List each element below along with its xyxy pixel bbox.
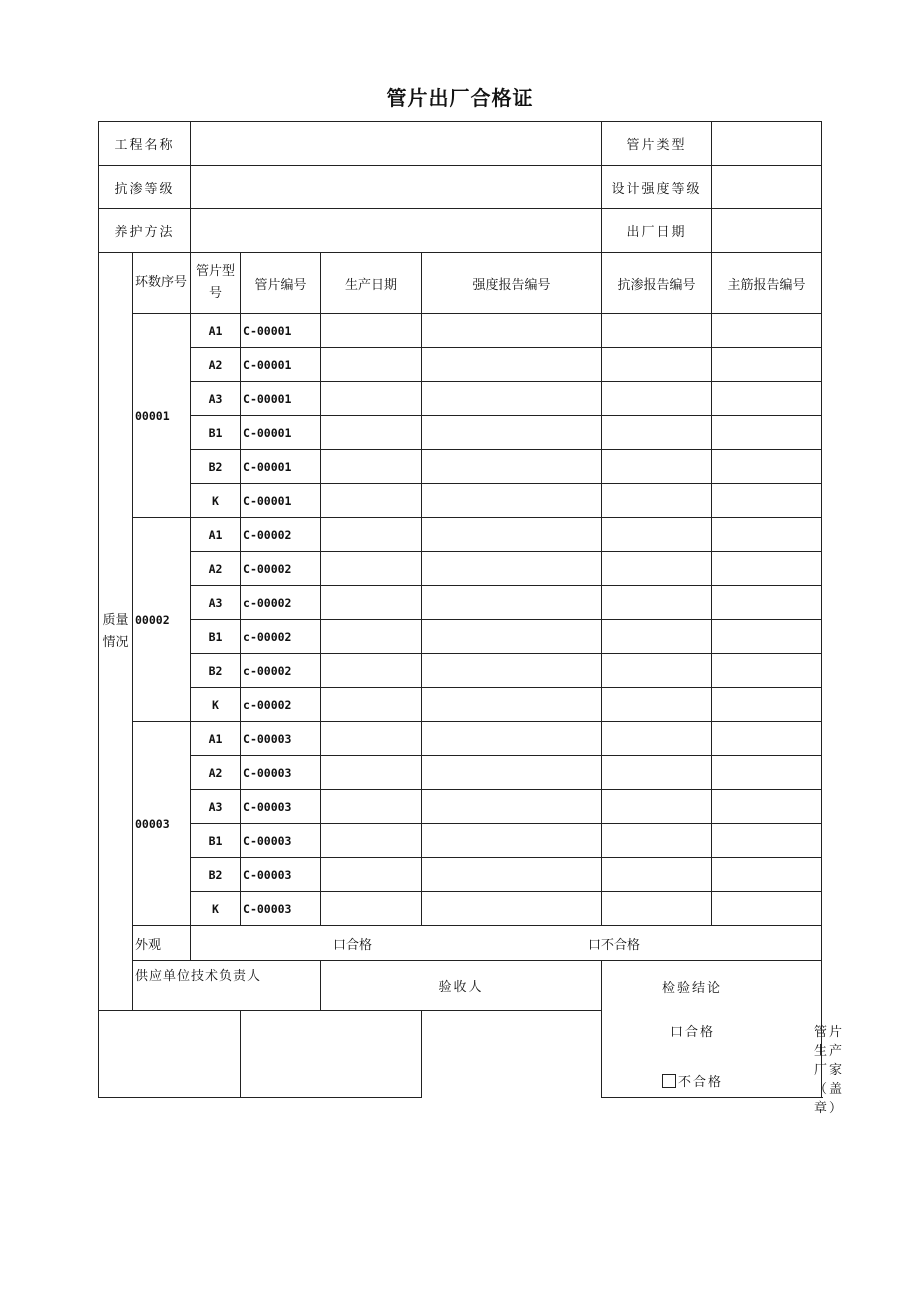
impermeability-report-cell[interactable] <box>602 858 712 892</box>
production-date-cell[interactable] <box>321 382 422 416</box>
segment-number: C-00001 <box>241 314 321 348</box>
strength-report-cell[interactable] <box>422 484 602 518</box>
production-date-cell[interactable] <box>321 348 422 382</box>
segment-model: A3 <box>191 586 241 620</box>
rebar-report-cell[interactable] <box>712 382 822 416</box>
segment-number: C-00003 <box>241 790 321 824</box>
rebar-report-cell[interactable] <box>712 620 822 654</box>
table-row <box>99 552 822 586</box>
header-rebar-report: 主筋报告编号 <box>712 253 822 314</box>
manufacturer-stamp-label: 管片生产厂家（盖章） <box>814 1025 845 1116</box>
header-segment-number: 管片编号 <box>241 253 321 314</box>
table-row <box>99 654 822 688</box>
table-row <box>99 858 822 892</box>
impermeability-report-cell[interactable] <box>602 314 712 348</box>
appearance-pass-option[interactable]: 口合格 <box>333 937 373 953</box>
production-date-cell[interactable] <box>321 654 422 688</box>
table-row <box>99 892 822 926</box>
production-date-cell[interactable] <box>321 824 422 858</box>
strength-report-cell[interactable] <box>422 552 602 586</box>
impermeability-report-cell[interactable] <box>602 552 712 586</box>
segment-number: C-00003 <box>241 756 321 790</box>
segment-model: A2 <box>191 756 241 790</box>
appearance-label: 外观 <box>133 926 191 961</box>
impermeability-report-cell[interactable] <box>602 450 712 484</box>
production-date-cell[interactable] <box>321 450 422 484</box>
table-row <box>99 756 822 790</box>
production-date-cell[interactable] <box>321 314 422 348</box>
strength-report-cell[interactable] <box>422 756 602 790</box>
strength-report-cell[interactable] <box>422 858 602 892</box>
impermeability-report-cell[interactable] <box>602 688 712 722</box>
project-name-label: 工程名称 <box>99 122 191 166</box>
receiver-label: 验收人 <box>321 961 602 1011</box>
rebar-report-cell[interactable] <box>712 518 822 552</box>
conclusion-fail-option[interactable] <box>662 1071 723 1090</box>
table-row <box>99 416 822 450</box>
quality-section-label <box>99 253 133 1011</box>
rebar-report-cell[interactable] <box>712 858 822 892</box>
strength-report-cell[interactable] <box>422 654 602 688</box>
impermeability-report-cell[interactable] <box>602 722 712 756</box>
strength-report-cell[interactable] <box>422 892 602 926</box>
table-row <box>99 314 822 348</box>
table-row <box>99 586 822 620</box>
conclusion-cell <box>602 961 845 1116</box>
impermeability-report-cell[interactable] <box>602 382 712 416</box>
impermeability-report-cell[interactable] <box>602 756 712 790</box>
segment-model: K <box>191 892 241 926</box>
impermeability-report-cell[interactable] <box>602 348 712 382</box>
rebar-report-cell[interactable] <box>712 484 822 518</box>
appearance-fail-option[interactable]: 口不合格 <box>588 937 641 953</box>
segment-number: C-00001 <box>241 382 321 416</box>
production-date-cell[interactable] <box>321 790 422 824</box>
impermeability-report-cell[interactable] <box>602 484 712 518</box>
curing-method-field[interactable] <box>191 209 602 253</box>
strength-report-cell[interactable] <box>422 790 602 824</box>
segment-number: c-00002 <box>241 688 321 722</box>
strength-report-cell[interactable] <box>422 416 602 450</box>
rebar-report-cell[interactable] <box>712 586 822 620</box>
supplier-tech-label: 供应单位技术负责人 <box>133 961 321 1011</box>
impermeability-report-cell[interactable] <box>602 586 712 620</box>
ring-number: 00002 <box>133 518 191 722</box>
production-date-cell[interactable] <box>321 552 422 586</box>
segment-model: A1 <box>191 314 241 348</box>
impermeability-label: 抗渗等级 <box>99 166 191 209</box>
project-name-field[interactable] <box>191 122 602 166</box>
factory-date-label: 出厂日期 <box>602 209 712 253</box>
rebar-report-cell[interactable] <box>712 756 822 790</box>
segment-model: B1 <box>191 824 241 858</box>
receiver-signature-field[interactable] <box>241 1011 422 1098</box>
segment-number: c-00002 <box>241 620 321 654</box>
segment-number: C-00001 <box>241 348 321 382</box>
strength-report-cell[interactable] <box>422 348 602 382</box>
table-row <box>99 484 822 518</box>
impermeability-report-cell[interactable] <box>602 416 712 450</box>
rebar-report-cell[interactable] <box>712 688 822 722</box>
conclusion-label: 检验结论 <box>662 981 723 996</box>
production-date-cell[interactable] <box>321 518 422 552</box>
segment-number: C-00003 <box>241 892 321 926</box>
segment-number: C-00002 <box>241 518 321 552</box>
ring-number: 00003 <box>133 722 191 926</box>
segment-number: C-00003 <box>241 722 321 756</box>
table-row <box>99 348 822 382</box>
table-row <box>99 518 822 552</box>
segment-model: A2 <box>191 348 241 382</box>
impermeability-report-cell[interactable] <box>602 518 712 552</box>
strength-report-cell[interactable] <box>422 688 602 722</box>
quality-label-line1: 质量 <box>102 612 129 628</box>
strength-report-cell[interactable] <box>422 382 602 416</box>
segment-number: C-00001 <box>241 484 321 518</box>
impermeability-report-cell[interactable] <box>602 824 712 858</box>
segment-number: c-00002 <box>241 586 321 620</box>
table-row <box>99 722 822 756</box>
conclusion-pass-option[interactable]: 口合格 <box>670 1025 716 1040</box>
segment-model: B2 <box>191 858 241 892</box>
production-date-cell[interactable] <box>321 858 422 892</box>
rebar-report-cell[interactable] <box>712 654 822 688</box>
table-row <box>99 620 822 654</box>
rebar-report-cell[interactable] <box>712 892 822 926</box>
segment-number: C-00001 <box>241 450 321 484</box>
header-segment-model: 管片型号 <box>191 253 241 314</box>
segment-model: A3 <box>191 790 241 824</box>
segment-number: C-00002 <box>241 552 321 586</box>
strength-report-cell[interactable] <box>422 450 602 484</box>
rebar-report-cell[interactable] <box>712 348 822 382</box>
segment-model: B2 <box>191 654 241 688</box>
header-strength-report: 强度报告编号 <box>422 253 602 314</box>
checkbox-icon[interactable] <box>662 1074 676 1088</box>
strength-report-cell[interactable] <box>422 824 602 858</box>
strength-report-cell[interactable] <box>422 586 602 620</box>
strength-report-cell[interactable] <box>422 722 602 756</box>
certificate-table <box>98 121 845 1116</box>
segment-number: C-00003 <box>241 824 321 858</box>
supplier-tech-signature-field[interactable] <box>99 1011 241 1098</box>
factory-date-field[interactable] <box>712 209 822 253</box>
segment-model: B2 <box>191 450 241 484</box>
rebar-report-cell[interactable] <box>712 790 822 824</box>
rebar-report-cell[interactable] <box>712 824 822 858</box>
page-title: 管片出厂合格证 <box>386 86 534 110</box>
strength-report-cell[interactable] <box>422 314 602 348</box>
rebar-report-cell[interactable] <box>712 314 822 348</box>
segment-model: K <box>191 688 241 722</box>
production-date-cell[interactable] <box>321 484 422 518</box>
header-ring-number: 环数序号 <box>133 253 191 314</box>
segment-model: K <box>191 484 241 518</box>
table-row <box>99 382 822 416</box>
segment-model: A1 <box>191 722 241 756</box>
segment-number: C-00001 <box>241 416 321 450</box>
rebar-report-cell[interactable] <box>712 416 822 450</box>
table-row <box>99 688 822 722</box>
conclusion-fail-text: 不合格 <box>678 1075 724 1090</box>
quality-label-line2: 情况 <box>102 634 129 650</box>
rebar-report-cell[interactable] <box>712 552 822 586</box>
segment-type-label: 管片类型 <box>602 122 712 166</box>
production-date-cell[interactable] <box>321 586 422 620</box>
table-row <box>99 824 822 858</box>
impermeability-report-cell[interactable] <box>602 620 712 654</box>
segment-model: B1 <box>191 416 241 450</box>
design-strength-field[interactable] <box>712 166 822 209</box>
strength-report-cell[interactable] <box>422 620 602 654</box>
impermeability-report-cell[interactable] <box>602 892 712 926</box>
header-impermeability-report: 抗渗报告编号 <box>602 253 712 314</box>
table-row <box>99 450 822 484</box>
rebar-report-cell[interactable] <box>712 722 822 756</box>
segment-model: B1 <box>191 620 241 654</box>
strength-report-cell[interactable] <box>422 518 602 552</box>
production-date-cell[interactable] <box>321 620 422 654</box>
production-date-cell[interactable] <box>321 688 422 722</box>
header-production-date: 生产日期 <box>321 253 422 314</box>
production-date-cell[interactable] <box>321 722 422 756</box>
segment-model: A3 <box>191 382 241 416</box>
design-strength-label: 设计强度等级 <box>602 166 712 209</box>
impermeability-report-cell[interactable] <box>602 790 712 824</box>
curing-method-label: 养护方法 <box>99 209 191 253</box>
rebar-report-cell[interactable] <box>712 450 822 484</box>
production-date-cell[interactable] <box>321 892 422 926</box>
impermeability-report-cell[interactable] <box>602 654 712 688</box>
table-row <box>99 790 822 824</box>
production-date-cell[interactable] <box>321 756 422 790</box>
segment-model: A1 <box>191 518 241 552</box>
segment-model: A2 <box>191 552 241 586</box>
ring-number: 00001 <box>133 314 191 518</box>
segment-number: c-00002 <box>241 654 321 688</box>
segment-type-field[interactable] <box>712 122 822 166</box>
impermeability-field[interactable] <box>191 166 602 209</box>
production-date-cell[interactable] <box>321 416 422 450</box>
segment-number: C-00003 <box>241 858 321 892</box>
